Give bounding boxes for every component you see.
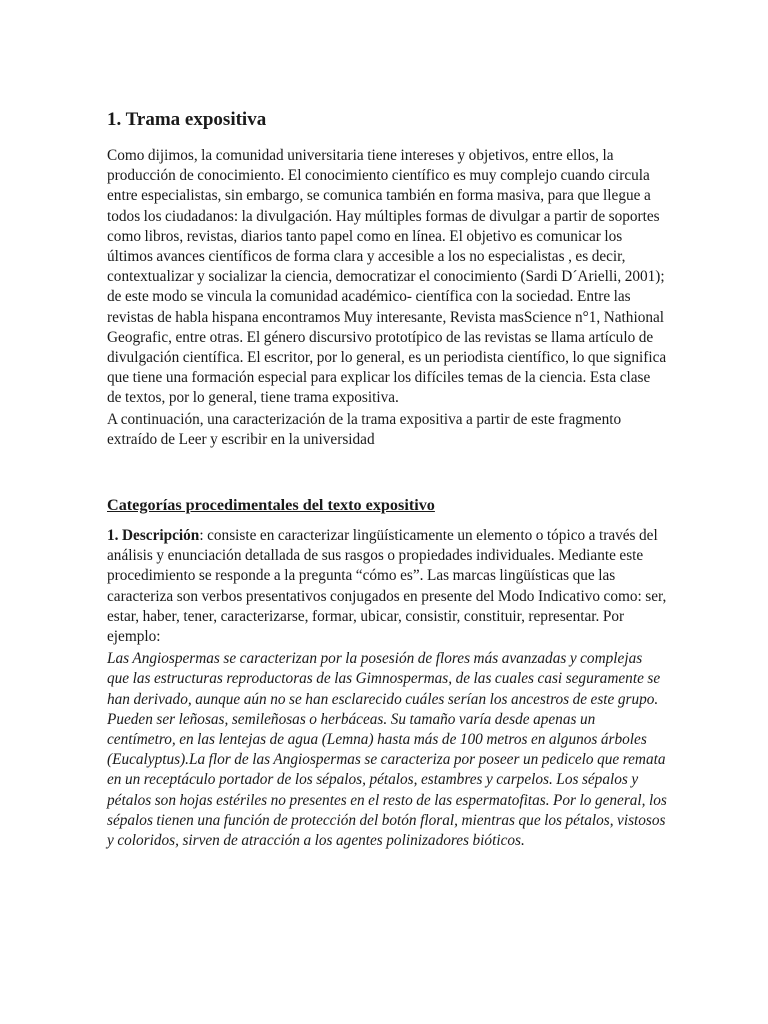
description-text: : consiste en caracterizar lingüísticamente un elemento o tópico a través del análisis y enunciación detallada de sus rasgos o propiedades individuales. Mediante este procedimiento se responde a la pregunta “cómo es”. Las marcas lingüísticas que las caracteriza son verbos presentativos conjugados en presente del Modo Indicativo como: ser, estar, haber, tener, caracterizarse, formar, ubicar, consistir, constituir, representar. Por ejemplo: xyxy=(107,527,667,646)
intro-paragraph: Como dijimos, la comunidad universitaria tiene intereses y objetivos, entre ellos, la producción de conocimiento. El conocimiento científico es muy complejo cuando circula entre especialistas, sin embargo, se comunica también en forma masiva, para que llegue a todos los ciudadanos: la divulgación. Hay múltiples formas de divulgar a partir de soportes como libros, revistas, diarios tanto papel como en línea. El objetivo es comunicar los últimos avances científicos de forma clara y accesible a los no especialistas , es decir, contextualizar y socializar la ciencia, democratizar el conocimiento (Sardi D´Arielli, 2001); de este modo se vincula la comunidad académico- científica con la sociedad. Entre las revistas de habla hispana encontramos Muy interesante, Revista masScience n°1, Nathional Geografic, entre otras. El género discursivo prototípico de las revistas se llama artículo de divulgación científica. El escritor, por lo general, es un periodista científico, lo que significa que tiene una formación especial para explicar los difíciles temas de la ciencia. Esta clase de textos, por lo general, tiene trama expositiva. xyxy=(107,147,667,407)
description-paragraph xyxy=(107,526,667,647)
document-page xyxy=(107,108,667,851)
subsection-title: Categorías procedimentales del texto expositivo xyxy=(107,496,435,515)
example-paragraph: Las Angiospermas se caracterizan por la posesión de flores más avanzadas y complejas que las estructuras reproductoras de las Gimnospermas, de las cuales casi seguramente se han derivado, aunque aún no se han esclarecido cuáles serían los ancestros de este grupo. Pueden ser leñosas, semileñosas o herbáceas. Su tamaño varía desde apenas un centímetro, en las lentejas de agua (Lemna) hasta más de 100 metros en algunos árboles (Eucalyptus).La flor de las Angiospermas se caracteriza por poseer un pedicelo que remata en un receptáculo portador de los sépalos, pétalos, estambres y carpelos. Los sépalos y pétalos son hojas estériles no presentes en el resto de las espermatofitas. Por lo general, los sépalos tienen una función de protección del botón floral, mientras que los pétalos, vistosos y coloridos, sirven de atracción a los agentes polinizadores bióticos. xyxy=(107,650,667,850)
description-label: 1. Descripción xyxy=(107,527,200,545)
section-title: 1. Trama expositiva xyxy=(107,109,267,130)
continuation-paragraph: A continuación, una caracterización de la trama expositiva a partir de este fragmento extraído de Leer y escribir en la universidad xyxy=(107,410,622,448)
